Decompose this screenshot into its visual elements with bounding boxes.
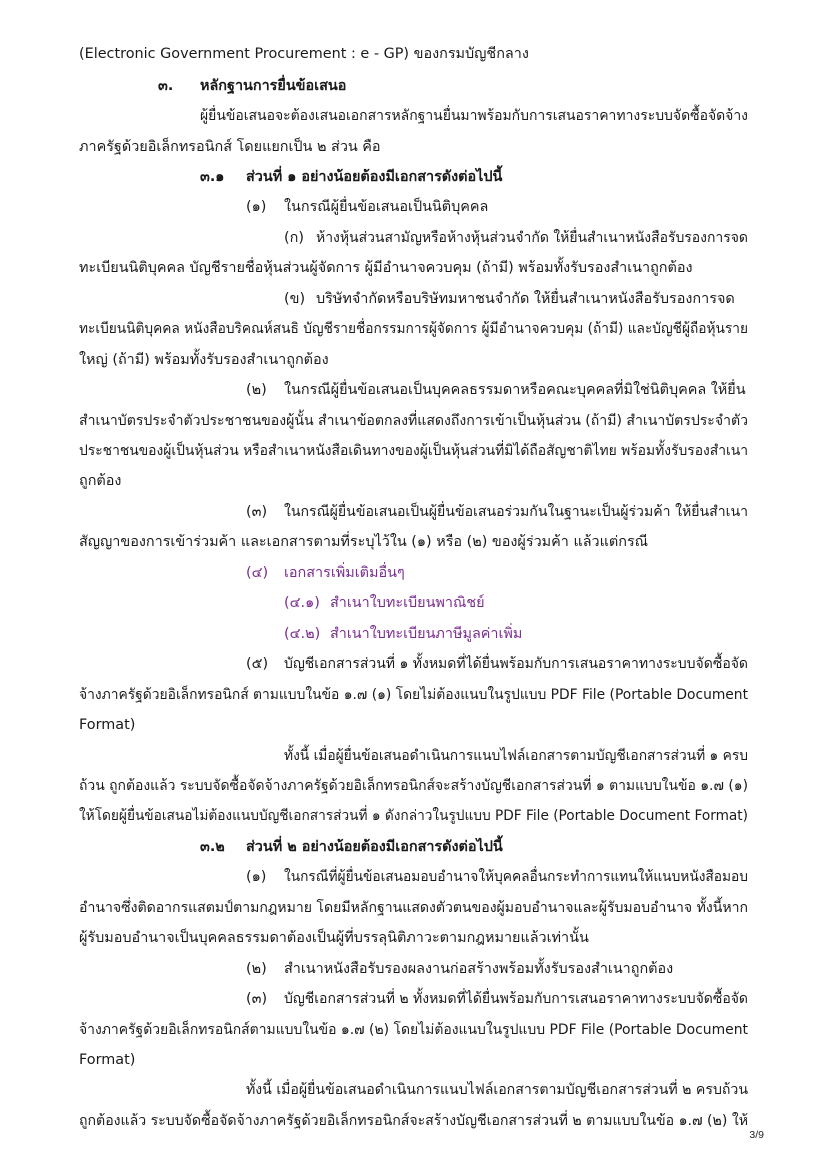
doc-line: ภาครัฐด้วยอิเล็กทรอนิกส์ โดยแยกเป็น ๒ ส่วน คือ xyxy=(79,139,381,155)
doc-line: สำเนาบัตรประจำตัวประชาชนของผู้นั้น สำเนาข้อตกลงที่แสดงถึงการเข้าเป็นหุ้นส่วน (ถ้ามี) สำเนาบัตรประจำตัว xyxy=(79,413,748,429)
doc-line: ผู้ยื่นข้อเสนอจะต้องเสนอเอกสารหลักฐานยื่นมาพร้อมกับการเสนอราคาทางระบบจัดซื้อจัดจ้าง xyxy=(200,108,748,124)
doc-line: สัญญาของการเข้าร่วมค้า และเอกสารตามที่ระบุไว้ใน (๑) หรือ (๒) ของผู้ร่วมค้า แล้วแต่กรณี xyxy=(79,534,649,550)
doc-line: ทะเบียนนิติบุคคล หนังสือบริคณห์สนธิ บัญชีรายชื่อกรรมการผู้จัดการ ผู้มีอำนาจควบคุม (ถ้ามี) และบัญชีผู้ถือหุ้นราย xyxy=(79,321,748,337)
doc-line: ถ้วน ถูกต้องแล้ว ระบบจัดซื้อจัดจ้างภาครัฐด้วยอิเล็กทรอนิกส์จะสร้างบัญชีเอกสารส่วนที่ ๑ ตามแบบในข้อ ๑.๗ (๑) xyxy=(79,778,748,794)
list-item xyxy=(0,959,824,981)
item-number: (ก) xyxy=(284,230,304,246)
subsection-title: ส่วนที่ ๒ อย่างน้อยต้องมีเอกสารดังต่อไปนี้ xyxy=(246,839,503,855)
subsection-heading xyxy=(0,837,824,859)
doc-line: ถูกต้อง xyxy=(79,473,122,489)
item-number: (๓) xyxy=(246,504,268,520)
list-item xyxy=(0,867,824,889)
list-item xyxy=(0,289,824,311)
doc-line: Format) xyxy=(79,1052,136,1068)
item-text: ในกรณีผู้ยื่นข้อเสนอเป็นผู้ยื่นข้อเสนอร่วมกันในฐานะเป็นผู้ร่วมค้า ให้ยื่นสำเนา xyxy=(284,504,748,520)
item-number: (๑) xyxy=(246,869,267,885)
item-number: (๕) xyxy=(246,656,269,672)
section-title: หลักฐานการยื่นข้อเสนอ xyxy=(200,78,347,94)
item-number: (๔.๒) xyxy=(284,626,321,642)
item-text: บัญชีเอกสารส่วนที่ ๒ ทั้งหมดที่ได้ยื่นพร้อมกับการเสนอราคาทางระบบจัดซื้อจัด xyxy=(284,991,748,1007)
list-item xyxy=(0,197,824,219)
doc-line: ประชาชนของผู้เป็นหุ้นส่วน หรือสำเนาหนังสือเดินทางของผู้เป็นหุ้นส่วนที่มิได้ถือสัญชาติไทย พร้อมทั้งรับรองสำเนา xyxy=(79,443,748,459)
list-item-vat-registration xyxy=(0,624,824,646)
doc-line: ทั้งนี้ เมื่อผู้ยื่นข้อเสนอดำเนินการแนบไฟล์เอกสารตามบัญชีเอกสารส่วนที่ ๑ ครบ xyxy=(284,748,748,764)
item-number: (๔) xyxy=(246,565,269,581)
item-text: สำเนาใบทะเบียนพาณิชย์ xyxy=(330,595,485,611)
doc-line: ใหญ่ (ถ้ามี) พร้อมทั้งรับรองสำเนาถูกต้อง xyxy=(79,352,329,368)
doc-line: ทะเบียนนิติบุคคล บัญชีรายชื่อหุ้นส่วนผู้จัดการ ผู้มีอำนาจควบคุม (ถ้ามี) พร้อมทั้งรับรองสำเนาถูกต้อง xyxy=(79,260,693,276)
list-item xyxy=(0,989,824,1011)
item-text: บัญชีเอกสารส่วนที่ ๑ ทั้งหมดที่ได้ยื่นพร้อมกับการเสนอราคาทางระบบจัดซื้อจัด xyxy=(284,656,748,672)
list-item-commerce-registration xyxy=(0,593,824,615)
item-text: บริษัทจำกัดหรือบริษัทมหาชนจำกัด ให้ยื่นสำเนาหนังสือรับรองการจด xyxy=(316,291,735,307)
doc-line: ทั้งนี้ เมื่อผู้ยื่นข้อเสนอดำเนินการแนบไฟล์เอกสารตามบัญชีเอกสารส่วนที่ ๒ ครบถ้วน xyxy=(246,1082,748,1098)
item-number: (๔.๑) xyxy=(284,595,320,611)
subsection-title: ส่วนที่ ๑ อย่างน้อยต้องมีเอกสารดังต่อไปนี้ xyxy=(246,169,503,185)
item-text: สำเนาหนังสือรับรองผลงานก่อสร้างพร้อมทั้งรับรองสำเนาถูกต้อง xyxy=(284,961,674,977)
doc-line: (Electronic Government Procurement : e - GP) ของกรมบัญชีกลาง xyxy=(79,46,529,62)
item-text: สำเนาใบทะเบียนภาษีมูลค่าเพิ่ม xyxy=(330,626,523,642)
subsection-heading xyxy=(0,167,824,189)
doc-line: ให้โดยผู้ยื่นข้อเสนอไม่ต้องแนบบัญชีเอกสารส่วนที่ ๑ ดังกล่าวในรูปแบบ PDF File (Portable Document Format) xyxy=(79,808,748,824)
doc-line: ผู้รับมอบอำนาจเป็นบุคคลธรรมดาต้องเป็นผู้ที่บรรลุนิติภาวะตามกฎหมายแล้วเท่านั้น xyxy=(79,930,589,946)
subsection-number: ๓.๑ xyxy=(200,169,225,185)
doc-line: ถูกต้องแล้ว ระบบจัดซื้อจัดจ้างภาครัฐด้วยอิเล็กทรอนิกส์จะสร้างบัญชีเอกสารส่วนที่ ๒ ตามแบบในข้อ ๑.๗ (๒) ให้ xyxy=(79,1113,748,1129)
list-item xyxy=(0,380,824,402)
item-text: ในกรณีผู้ยื่นข้อเสนอเป็นบุคคลธรรมดาหรือคณะบุคคลที่มิใช่นิติบุคคล ให้ยื่น xyxy=(284,382,746,398)
section-heading xyxy=(0,76,824,98)
list-item-additional-docs xyxy=(0,563,824,585)
item-number: (๓) xyxy=(246,991,268,1007)
page-number: 3/9 xyxy=(749,1129,764,1141)
section-number: ๓. xyxy=(158,78,174,94)
item-number: (ข) xyxy=(284,291,306,307)
item-text: ห้างหุ้นส่วนสามัญหรือห้างหุ้นส่วนจำกัด ให้ยื่นสำเนาหนังสือรับรองการจด xyxy=(316,230,748,246)
item-number: (๒) xyxy=(246,961,267,977)
doc-line: จ้างภาครัฐด้วยอิเล็กทรอนิกส์ ตามแบบในข้อ ๑.๗ (๑) โดยไม่ต้องแนบในรูปแบบ PDF File (Portable Document xyxy=(79,687,748,703)
list-item xyxy=(0,228,824,250)
subsection-number: ๓.๒ xyxy=(200,839,225,855)
item-text: เอกสารเพิ่มเติมอื่นๆ xyxy=(284,565,405,581)
item-number: (๒) xyxy=(246,382,267,398)
doc-line: Format) xyxy=(79,717,136,733)
item-text: ในกรณีผู้ยื่นข้อเสนอเป็นนิติบุคคล xyxy=(284,199,489,215)
list-item xyxy=(0,502,824,524)
item-text: ในกรณีที่ผู้ยื่นข้อเสนอมอบอำนาจให้บุคคลอื่นกระทำการแทนให้แนบหนังสือมอบ xyxy=(284,869,748,885)
doc-line: จ้างภาครัฐด้วยอิเล็กทรอนิกส์ตามแบบในข้อ ๑.๗ (๒) โดยไม่ต้องแนบในรูปแบบ PDF File (Portable Document xyxy=(79,1022,748,1038)
item-number: (๑) xyxy=(246,199,267,215)
doc-line: อำนาจซึ่งติดอากรแสตมป์ตามกฎหมาย โดยมีหลักฐานแสดงตัวตนของผู้มอบอำนาจและผู้รับมอบอำนาจ ทั้งนี้หาก xyxy=(79,900,748,916)
list-item xyxy=(0,654,824,676)
